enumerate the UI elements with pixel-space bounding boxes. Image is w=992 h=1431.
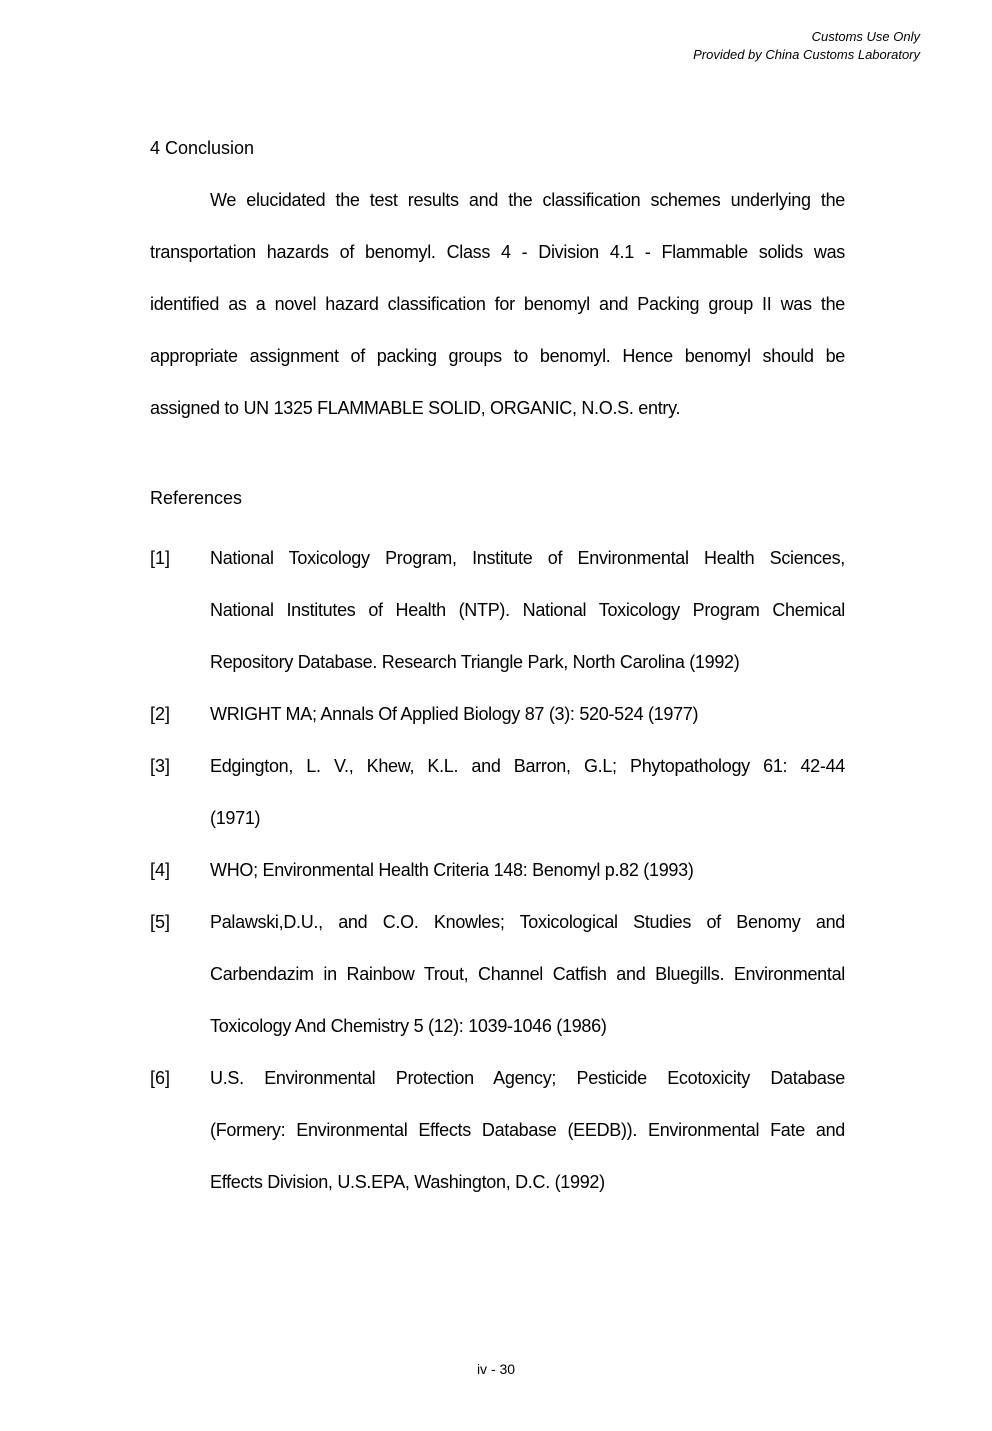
conclusion-heading: 4 Conclusion <box>150 138 255 158</box>
reference-line: (Formery: Environmental Effects Database (EEDB)). Environmental Fate and <box>210 1120 845 1140</box>
conclusion-line: We elucidated the test results and the classification schemes underlying the <box>210 190 845 210</box>
reference-text <box>210 740 845 844</box>
reference-line: Effects Division, U.S.EPA, Washington, D.C. (1992) <box>210 1172 605 1192</box>
reference-item-6 <box>150 1052 845 1208</box>
reference-text <box>210 532 845 688</box>
reference-number: [2] <box>150 704 171 724</box>
conclusion-line: identified as a novel hazard classification for benomyl and Packing group II was the <box>150 294 845 314</box>
reference-line: Toxicology And Chemistry 5 (12): 1039-1046 (1986) <box>210 1016 607 1036</box>
reference-item-2 <box>150 688 845 740</box>
reference-text <box>210 1052 845 1208</box>
conclusion-paragraph <box>150 174 845 434</box>
conclusion-line: transportation hazards of benomyl. Class 4 - Division 4.1 - Flammable solids was <box>150 242 845 262</box>
reference-number: [4] <box>150 860 171 880</box>
reference-text <box>210 688 845 740</box>
reference-line: National Toxicology Program, Institute of Environmental Health Sciences, <box>210 548 845 568</box>
reference-line: WHO; Environmental Health Criteria 148: Benomyl p.82 (1993) <box>210 860 694 880</box>
reference-item-3 <box>150 740 845 844</box>
reference-item-5 <box>150 896 845 1052</box>
reference-line: WRIGHT MA; Annals Of Applied Biology 87 (3): 520-524 (1977) <box>210 704 699 724</box>
reference-line: Repository Database. Research Triangle Park, North Carolina (1992) <box>210 652 740 672</box>
reference-number: [6] <box>150 1068 171 1088</box>
customs-header-line-2: Provided by China Customs Laboratory <box>693 47 920 62</box>
reference-line: U.S. Environmental Protection Agency; Pesticide Ecotoxicity Database <box>210 1068 845 1088</box>
reference-number: [3] <box>150 756 171 776</box>
reference-item-4 <box>150 844 845 896</box>
conclusion-line: appropriate assignment of packing groups to benomyl. Hence benomyl should be <box>150 346 845 366</box>
reference-line: Carbendazim in Rainbow Trout, Channel Catfish and Bluegills. Environmental <box>210 964 845 984</box>
page-number: iv - 30 <box>476 1361 516 1377</box>
reference-item-1 <box>150 532 845 688</box>
customs-header <box>0 28 920 64</box>
document-body <box>150 122 845 1208</box>
conclusion-line: assigned to UN 1325 FLAMMABLE SOLID, ORGANIC, N.O.S. entry. <box>150 398 681 418</box>
reference-line: Edgington, L. V., Khew, K.L. and Barron, G.L; Phytopathology 61: 42-44 <box>210 756 845 776</box>
reference-line: Palawski,D.U., and C.O. Knowles; Toxicological Studies of Benomy and <box>210 912 845 932</box>
reference-line: (1971) <box>210 808 261 828</box>
references-heading: References <box>150 488 243 508</box>
customs-header-line-1: Customs Use Only <box>811 29 920 44</box>
reference-number: [5] <box>150 912 171 932</box>
reference-text <box>210 844 845 896</box>
reference-text <box>210 896 845 1052</box>
reference-line: National Institutes of Health (NTP). National Toxicology Program Chemical <box>210 600 845 620</box>
reference-number: [1] <box>150 548 171 568</box>
